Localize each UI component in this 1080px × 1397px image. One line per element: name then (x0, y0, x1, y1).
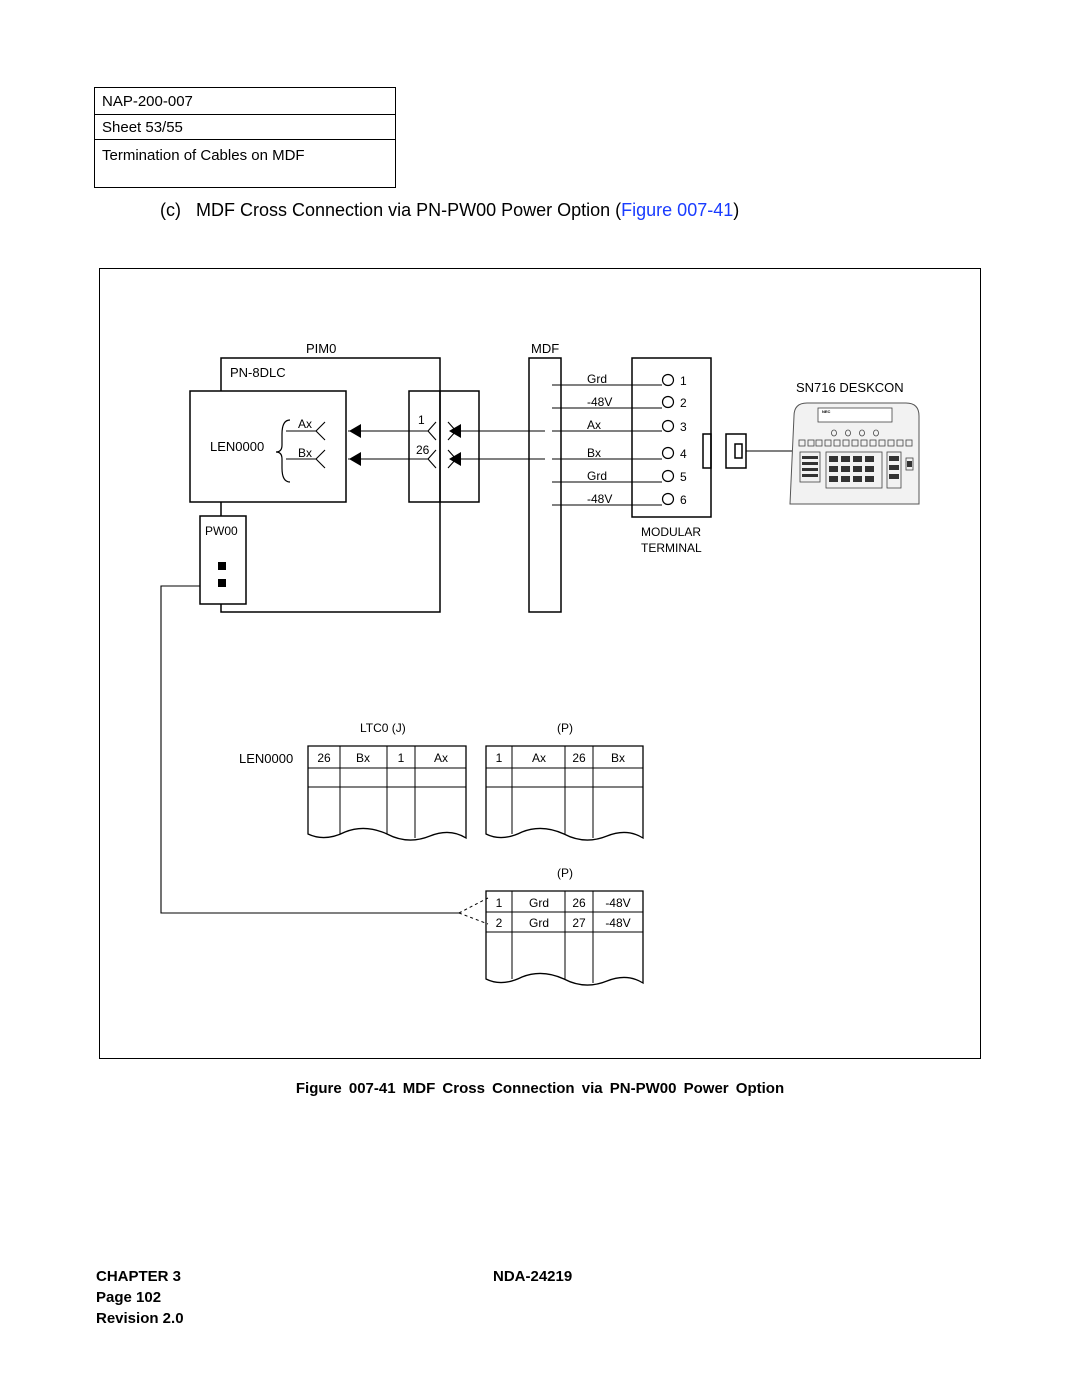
terminal-pin-1: 1 (680, 374, 687, 388)
p-table-1 (486, 746, 643, 840)
deskcon-label: SN716 DESKCON (796, 380, 904, 395)
ltc-cell-4: Ax (433, 751, 449, 765)
p2-r1-c3: 26 (572, 896, 586, 910)
section-text: MDF Cross Connection via PN-PW00 Power Option ( (196, 200, 622, 220)
header-title: Termination of Cables on MDF (102, 147, 305, 164)
modular-label-1: MODULAR (641, 525, 702, 539)
terminal-pin-3: 3 (680, 420, 687, 434)
footer-revision: Revision 2.0 (96, 1310, 184, 1327)
terminal-pin-6: 6 (680, 493, 687, 507)
mdf-signal-4: Bx (587, 446, 602, 460)
card-label: PN-8DLC (230, 365, 286, 380)
p2-r1-c4: -48V (605, 896, 631, 910)
figure-link[interactable]: Figure 007-41 (621, 200, 734, 220)
p1-cell-4: Bx (610, 751, 626, 765)
pw00-terminal-1 (218, 562, 226, 570)
p2-r1-c1: 1 (495, 896, 503, 910)
terminal-pin-4: 4 (680, 447, 687, 461)
modular-plug (726, 434, 746, 468)
ltc-label: LTC0 (J) (360, 721, 406, 735)
p2-r2-c2: Grd (528, 916, 550, 930)
pw00-label: PW00 (205, 524, 238, 538)
terminal-pin-5: 5 (680, 470, 687, 484)
p1-cell-2: Ax (531, 751, 547, 765)
footer-page: Page 102 (96, 1289, 162, 1306)
footer-chapter: CHAPTER 3 (96, 1268, 182, 1285)
footer-doc-number: NDA-24219 (493, 1268, 573, 1285)
modular-label-2: TERMINAL (641, 541, 702, 555)
section-prefix: (c) (160, 200, 181, 220)
pim-label: PIM0 (306, 341, 337, 356)
pw00-terminal-2 (218, 579, 226, 587)
pim-frame (221, 358, 440, 612)
terminal-pin-2: 2 (680, 396, 687, 410)
deskcon-brand: NEC (822, 409, 831, 414)
deskcon-console (790, 403, 919, 504)
connector-pin-26: 26 (416, 443, 430, 457)
section-suffix: ) (733, 200, 740, 220)
mdf-signal-5: Grd (587, 469, 608, 483)
mdf-signal-6: -48V (587, 492, 613, 506)
ltc-cell-2: Bx (355, 751, 371, 765)
p-label-2: (P) (557, 866, 573, 880)
mdf-signal-3: Ax (587, 418, 602, 432)
p2-r2-c3: 27 (572, 916, 586, 930)
sheet-number: Sheet 53/55 (95, 115, 395, 140)
p1-cell-3: 26 (572, 751, 586, 765)
connector-pin-1: 1 (418, 413, 425, 427)
len-label: LEN0000 (210, 439, 265, 454)
card-bx-label: Bx (298, 446, 313, 460)
mdf-block (529, 358, 561, 612)
p1-cell-1: 1 (495, 751, 503, 765)
p2-r2-c1: 2 (495, 916, 503, 930)
ltc-cell-1: 26 (317, 751, 331, 765)
figure-caption: Figure 007-41 MDF Cross Connection via PN-PW00 Power Option (295, 1080, 785, 1097)
ltc-cell-3: 1 (397, 751, 405, 765)
mdf-signal-1: Grd (587, 372, 608, 386)
card-ax-label: Ax (298, 417, 313, 431)
mdf-signal-2: -48V (587, 395, 613, 409)
p-table-2 (486, 891, 643, 985)
doc-id: NAP-200-007 (95, 88, 395, 115)
p2-r1-c2: Grd (528, 896, 550, 910)
ltc-table (308, 746, 466, 840)
mdf-label: MDF (531, 341, 560, 356)
p-label-1: (P) (557, 721, 573, 735)
p2-r2-c4: -48V (605, 916, 631, 930)
table-len-label: LEN0000 (239, 751, 294, 766)
